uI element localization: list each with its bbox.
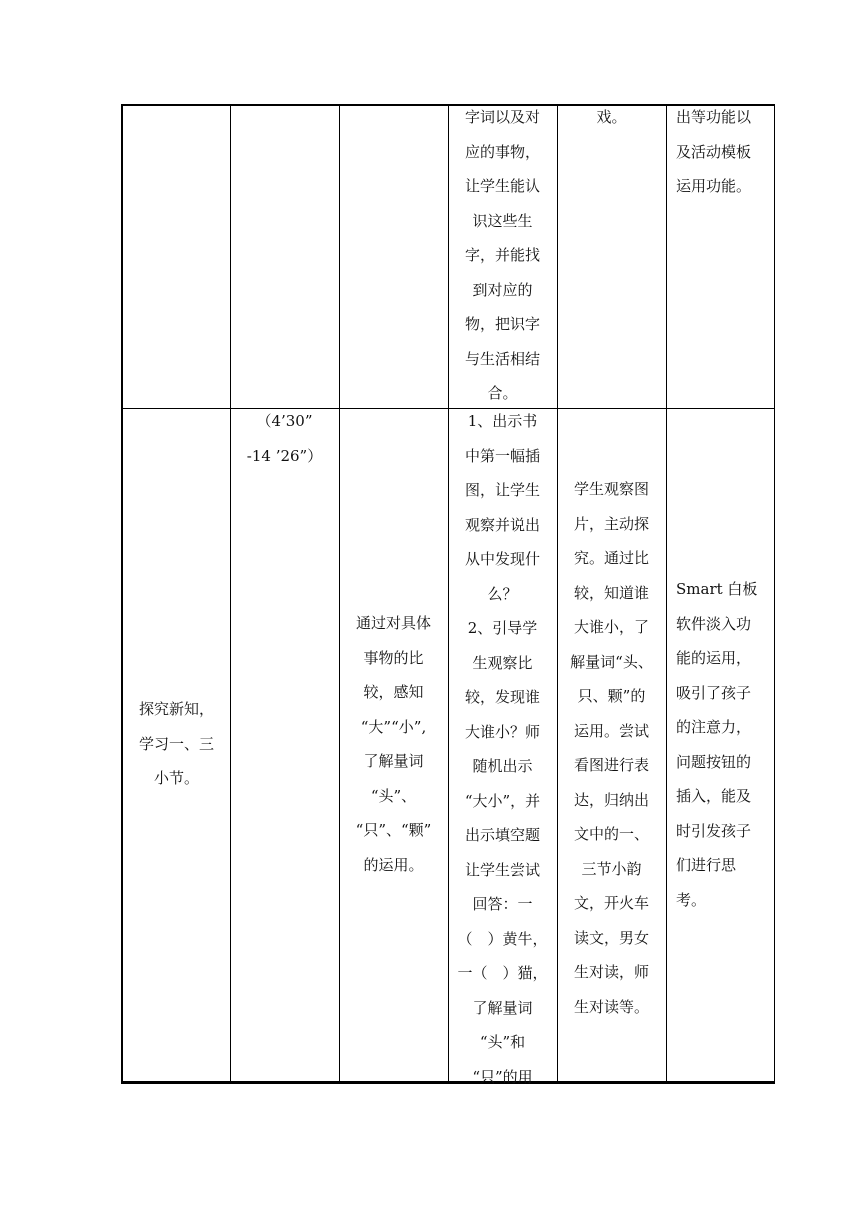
column-divider [230, 104, 231, 1084]
row2-student-activity-cell [557, 472, 666, 1024]
row2-objective-cell [339, 606, 448, 882]
cell-line: 问题按钮的 [676, 752, 752, 771]
cell-line: “头”和 [479, 1033, 526, 1051]
cell-line: 物，把识字 [464, 315, 540, 333]
lesson-plan-table [121, 104, 775, 1084]
cell-line: 图，让学生 [464, 481, 540, 499]
cell-line: 随机出示 [472, 757, 533, 775]
cell-line: “头”、 [370, 786, 417, 805]
table-right-border [774, 104, 775, 1084]
cell-line: 插入，能及 [676, 787, 752, 805]
cell-line: 软件淡入功 [676, 614, 752, 633]
row1-objective-cell [448, 100, 557, 411]
row1-tech-cell [676, 100, 772, 204]
cell-line: 到对应的 [472, 280, 533, 299]
cell-line: 的运用。 [363, 855, 424, 874]
column-divider [666, 104, 667, 1084]
cell-line: 看图进行表 [573, 756, 649, 774]
cell-line: 合。 [487, 384, 518, 402]
cell-line: 们进行思 [676, 856, 737, 874]
row2-stage-cell [123, 692, 230, 796]
cell-line: 学习一、三 [138, 734, 214, 753]
row2-teacher-activity-cell [448, 404, 557, 1094]
column-divider [339, 104, 340, 1084]
cell-line: 时引发孩子 [676, 821, 752, 840]
cell-line: 片，主动探 [573, 514, 649, 533]
cell-line: Smart 白板 [676, 580, 758, 598]
cell-line: 识这些生 [472, 211, 533, 230]
cell-line: 从中发现什 [464, 550, 540, 568]
row1-student-activity-cell [557, 100, 666, 135]
cell-line: 生对读等。 [573, 997, 649, 1016]
cell-line: 运用。尝试 [573, 721, 649, 740]
cell-line: 大谁小，了 [573, 618, 649, 636]
table-left-border [121, 104, 123, 1084]
cell-line: 与生活相结 [464, 349, 540, 368]
cell-line: 学生观察图 [573, 480, 649, 498]
cell-line: “只”、“颗” [355, 821, 432, 839]
cell-line: 生观察比 [472, 653, 533, 672]
cell-line: 通过对具体 [355, 614, 431, 632]
cell-line: 一（ ）猫， [457, 964, 548, 982]
cell-line: 吸引了孩子 [676, 683, 752, 702]
cell-line: “只”的用 [472, 1067, 533, 1086]
cell-line: 出示填空题 [464, 826, 540, 844]
row2-time-cell [230, 404, 339, 473]
cell-line: 较，知道谁 [573, 583, 649, 602]
cell-line: 回答：一 [472, 895, 533, 913]
cell-line: 的注意力， [676, 718, 752, 736]
cell-line: 让学生尝试 [464, 860, 540, 879]
cell-line: 解量词“头、 [570, 652, 653, 671]
cell-line: 较，感知 [363, 683, 424, 701]
cell-line: 大谁小？师 [464, 722, 540, 741]
cell-line: 只、颗”的 [577, 687, 646, 705]
cell-line: 了解量词 [363, 752, 424, 770]
cell-line: 能的运用， [676, 649, 752, 667]
row2-tech-cell [676, 572, 772, 917]
cell-line: 文，开火车 [573, 894, 649, 912]
cell-line: 字词以及对 [464, 108, 540, 126]
cell-line: 较，发现谁 [464, 688, 540, 706]
cell-line: 考。 [676, 890, 707, 909]
cell-line: 让学生能认 [464, 177, 540, 195]
cell-line: -14 ’26”） [246, 446, 323, 465]
cell-line: 文中的一、 [573, 825, 649, 843]
cell-line: 应的事物， [464, 142, 540, 161]
cell-line: 及活动模板 [676, 142, 752, 161]
cell-line: 生对读，师 [573, 963, 649, 981]
cell-line: （4’30” [256, 412, 313, 430]
cell-line: 读文，男女 [573, 928, 649, 947]
cell-line: 2、引导学 [467, 619, 538, 637]
cell-line: “大小”，并 [464, 791, 541, 810]
cell-line: 三节小韵 [581, 859, 642, 878]
cell-line: 字，并能找 [464, 246, 540, 264]
cell-line: 了解量词 [472, 998, 533, 1017]
cell-line: 探究新知， [138, 700, 214, 718]
cell-line: 出等功能以 [676, 108, 752, 126]
cell-line: 究。通过比 [573, 549, 649, 567]
cell-line: 1、出示书 [467, 412, 538, 430]
cell-line: 戏。 [596, 108, 627, 126]
cell-line: 中第一幅插 [464, 446, 540, 465]
cell-line: 达，归纳出 [573, 790, 649, 809]
cell-line: 么？ [487, 584, 518, 603]
cell-line: （ ）黄牛， [457, 929, 548, 948]
cell-line: “大”“小”, [360, 717, 427, 736]
cell-line: 小节。 [153, 769, 199, 787]
cell-line: 事物的比 [363, 648, 424, 667]
cell-line: 运用功能。 [676, 177, 752, 195]
cell-line: 观察并说出 [464, 515, 540, 534]
